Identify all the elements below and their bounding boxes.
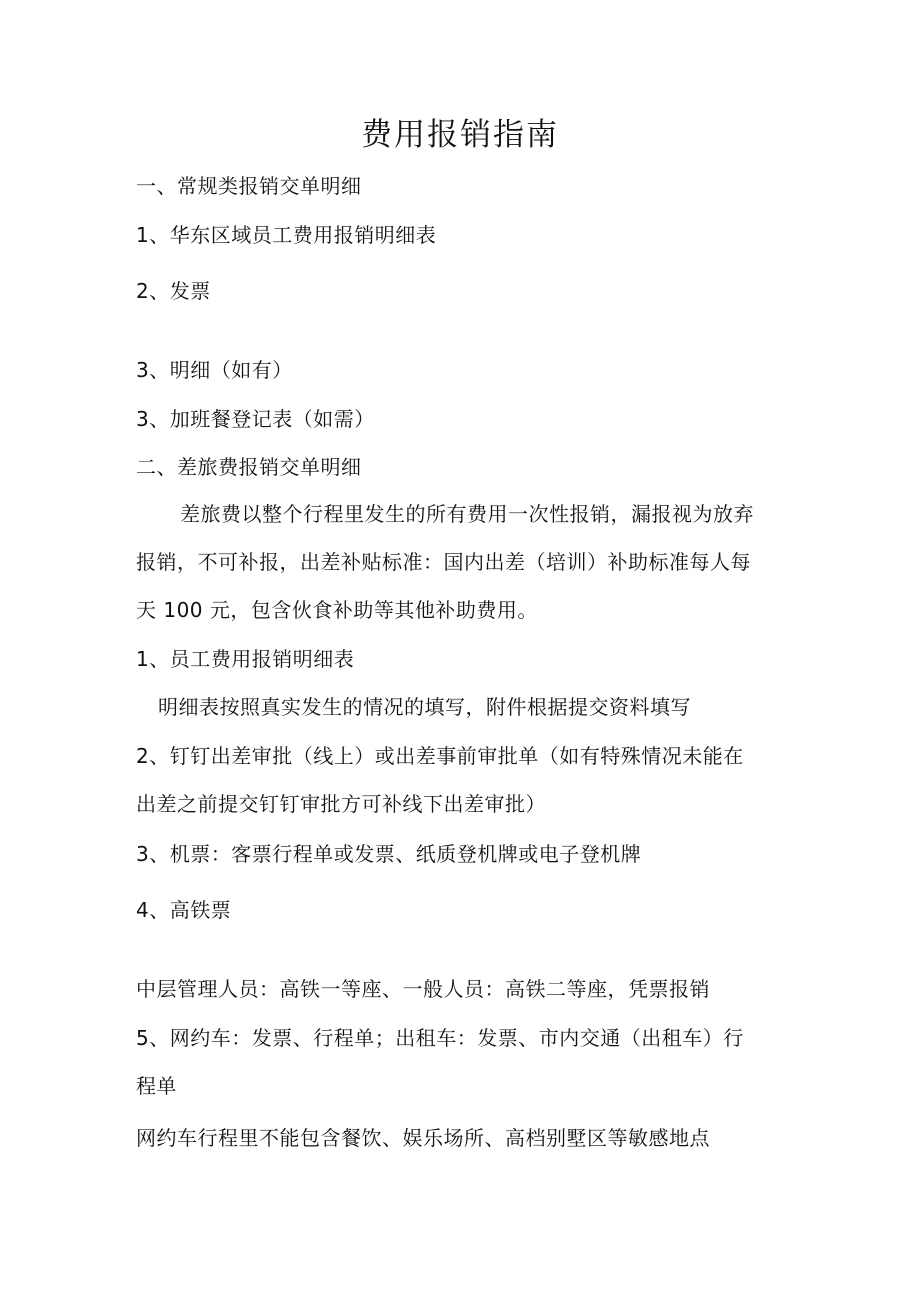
section2-item4-note: 中层管理人员：高铁一等座、一般人员：高铁二等座，凭票报销 (136, 977, 710, 1001)
section1-item: 3、加班餐登记表（如需） (136, 407, 375, 431)
section1-item: 3、明细（如有） (136, 358, 293, 382)
section2-item4: 4、高铁票 (136, 898, 232, 922)
section2-item5-note: 网约车行程里不能包含餐饮、娱乐场所、高档别墅区等敏感地点 (136, 1126, 710, 1150)
section1-item: 2、发票 (136, 279, 211, 303)
section2-intro-line: 报销，不可补报，出差补贴标准：国内出差（培训）补助标准每人每 (136, 550, 751, 574)
section2-item3: 3、机票：客票行程单或发票、纸质登机牌或电子登机牌 (136, 842, 642, 866)
section2-item2-line: 2、钉钉出差审批（线上）或出差事前审批单（如有特殊情况未能在 (136, 744, 744, 768)
section2-item1-note: 明细表按照真实发生的情况的填写，附件根据提交资料填写 (158, 695, 691, 719)
section1-item: 1、华东区域员工费用报销明细表 (136, 223, 437, 247)
section1-heading: 一、常规类报销交单明细 (136, 174, 362, 198)
section2-item5-line: 5、网约车：发票、行程单；出租车：发票、市内交通（出租车）行 (136, 1026, 744, 1050)
section2-item2-line: 出差之前提交钉钉审批方可补线下出差审批） (136, 792, 546, 816)
section2-item5-line: 程单 (136, 1074, 177, 1098)
section2-heading: 二、差旅费报销交单明细 (136, 455, 362, 479)
section2-intro-line: 天 100 元，包含伙食补助等其他补助费用。 (136, 598, 538, 622)
section2-intro-line: 差旅费以整个行程里发生的所有费用一次性报销，漏报视为放弃 (180, 502, 754, 526)
section2-item1: 1、员工费用报销明细表 (136, 647, 355, 671)
document-title: 费用报销指南 (361, 117, 559, 153)
